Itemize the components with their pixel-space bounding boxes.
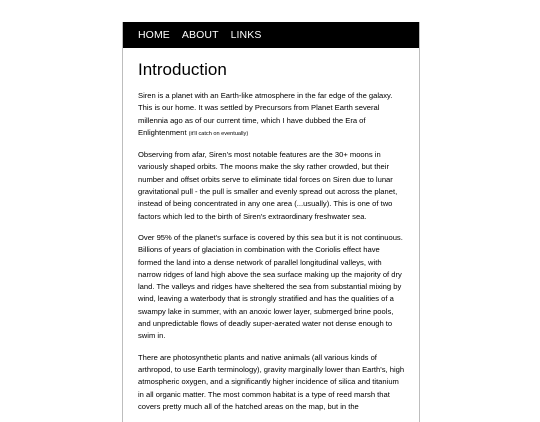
nav-link-home[interactable]: HOME (138, 29, 170, 41)
top-navigation (123, 22, 419, 48)
page-title: Introduction (138, 60, 227, 79)
nav-link-links[interactable]: LINKS (230, 29, 262, 41)
page-container (122, 22, 420, 422)
paragraph-moons: Observing from afar, Siren's most notable features are the 30+ moons in variously shaped orbits. The moons make the sky rather crowded, but their number and offset orbits serve to eliminate tidal forces on Siren due to lunar gravitational pull - the pull is smaller and evenly spread out across the planet, instead of being concentrated in any one area (...usually). This is one of two factors which led to the birth of Siren's extraordinary freshwater sea. (138, 150, 398, 221)
paragraph-life: There are photosynthetic plants and native animals (all various kinds of arthropod, to use Earth terminology), gravity marginally lower than Earth's, high atmospheric oxygen, and a significantly higher incidence of silica and titanium in all organic matter. The most common habitat is a type of reed marsh that covers pretty much all of the hatched areas on the map, but in the (138, 352, 405, 411)
article-content (123, 60, 419, 413)
paragraph-intro-text: Siren is a planet with an Earth-like atmosphere in the far edge of the galaxy. This is our home. It was settled by Precursors from Planet Earth several millennia ago as of our current time, which I have dubbed the Era of Enlightenment (138, 91, 393, 137)
nav-link-about[interactable]: ABOUT (181, 29, 219, 41)
paragraph-sea: Over 95% of the planet's surface is covered by this sea but it is not continuous. Billions of years of glaciation in combination with the Coriolis effect have formed the land into a dense network of parallel longitudinal valleys, with narrow ridges of land high above the sea surface making up the majority of dry land. The valleys and ridges have sheltered the sea from substantial mixing by wind, leaving a waterbody that is strongly stratified and has the qualities of a swampy lake in summer, with an anoxic lower layer, submerged brine pools, and unpredictable flows of deadly super-aerated water not dense enough to swim in. (138, 232, 403, 341)
paragraph-intro (138, 90, 405, 140)
aside-note: (it'll catch on eventually) (188, 130, 249, 137)
